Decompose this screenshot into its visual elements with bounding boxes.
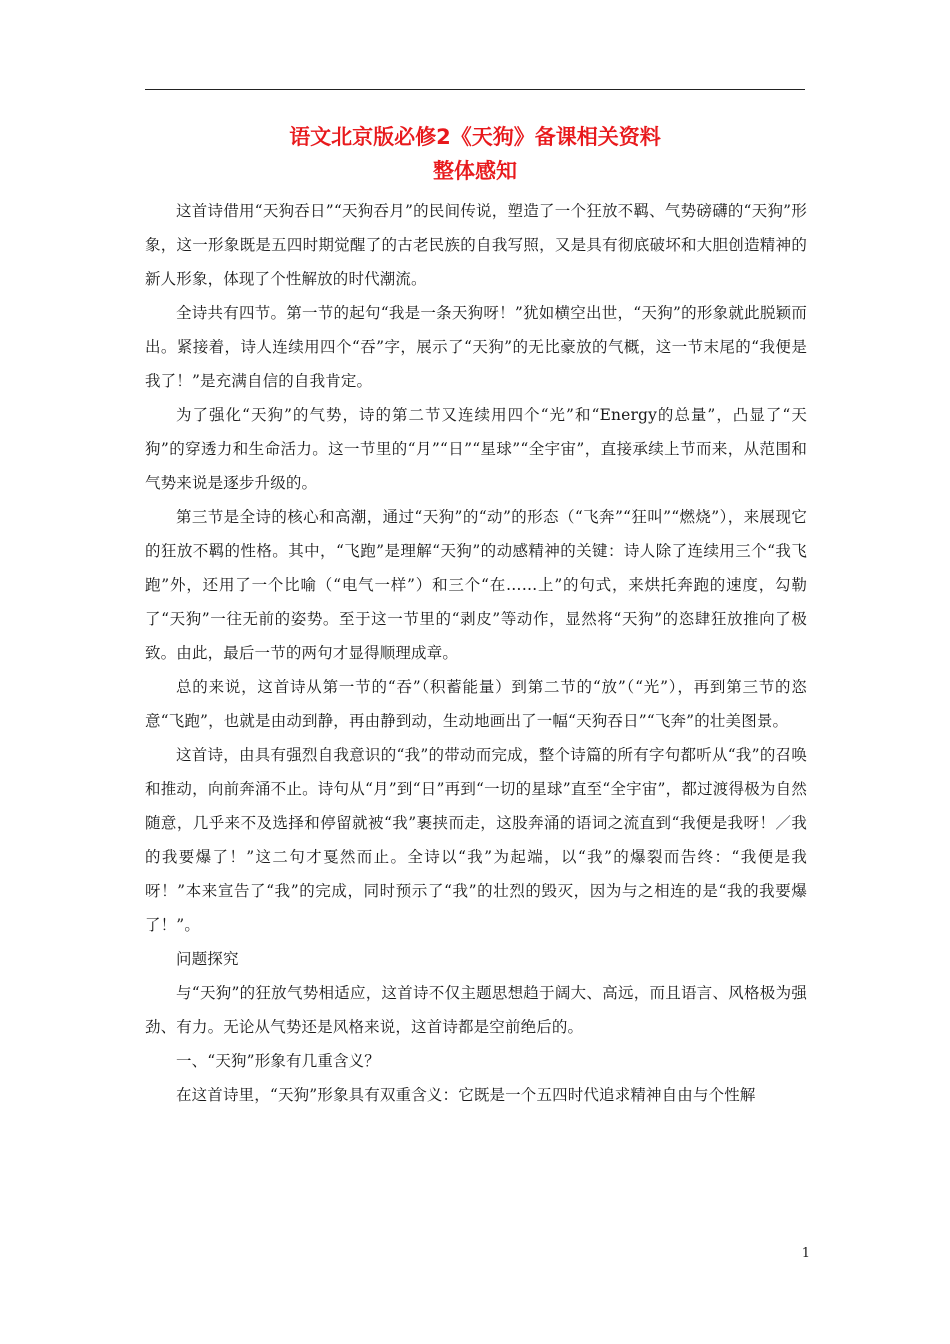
paragraph: 全诗共有四节。第一节的起句“我是一条天狗呀！”犹如横空出世，“天狗”的形象就此脱颖而出。紧接着，诗人连续用四个“吞”字，展示了“天狗”的无比豪放的气概，这一节末尾的“我便是我了！”是充满自信的自我肯定。 [145, 304, 807, 390]
section-label: 问题探究 [176, 950, 239, 968]
paragraph: 这首诗借用“天狗吞日”“天狗吞月”的民间传说，塑造了一个狂放不羁、气势磅礴的“天狗”形象，这一形象既是五四时期觉醒了的古老民族的自我写照，又是具有彻底破坏和大胆创造精神的新人形象，体现了个性解放的时代潮流。 [145, 202, 807, 288]
section-heading: 整体感知 [433, 159, 517, 183]
paragraph: 在这首诗里，“天狗”形象具有双重含义：它既是一个五四时代追求精神自由与个性解 [176, 1086, 756, 1104]
paragraph: 这首诗，由具有强烈自我意识的“我”的带动而完成，整个诗篇的所有字句都听从“我”的召唤和推动，向前奔涌不止。诗句从“月”到“日”再到“一切的星球”直至“全宇宙”，都过渡得极为自然随意，几乎来不及选择和停留就被“我”裹挟而走，这股奔涌的语词之流直到“我便是我呀！／我的我要爆了！”这二句才戛然而止。全诗以“我”为起端，以“我”的爆裂而告终：“我便是我呀！”本来宣告了“我”的完成，同时预示了“我”的壮烈的毁灭，因为与之相连的是“我的我要爆了！”。 [145, 746, 807, 934]
paragraph: 总的来说，这首诗从第一节的“吞”（积蓄能量）到第二节的“放”（“光”），再到第三节的恣意“飞跑”，也就是由动到静，再由静到动，生动地画出了一幅“天狗吞日”“飞奔”的壮美图景。 [145, 678, 807, 730]
paragraph: 与“天狗”的狂放气势相适应，这首诗不仅主题思想趋于阔大、高远，而且语言、风格极为强劲、有力。无论从气势还是风格来说，这首诗都是空前绝后的。 [145, 984, 807, 1036]
page-number: 1 [801, 1246, 810, 1261]
header-rule [145, 89, 805, 90]
document-title: 语文北京版必修2《天狗》备课相关资料 [289, 125, 661, 149]
paragraph: 为了强化“天狗”的气势，诗的第二节又连续用四个“光”和“Energy的总量”，凸显了“天狗”的穿透力和生命活力。这一节里的“月”“日”“星球”“全宇宙”，直接承续上节而来，从范围和气势来说是逐步升级的。 [145, 406, 807, 492]
question-heading: 一、“天狗”形象有几重含义？ [176, 1052, 380, 1070]
paragraph: 第三节是全诗的核心和高潮，通过“天狗”的“动”的形态（“飞奔”“狂叫”“燃烧”），来展现它的狂放不羁的性格。其中，“飞跑”是理解“天狗”的动感精神的关键：诗人除了连续用三个“我飞跑”外，还用了一个比喻（“电气一样”）和三个“在……上”的句式，来烘托奔跑的速度，勾勒了“天狗”一往无前的姿势。至于这一节里的“剥皮”等动作，显然将“天狗”的恣肆狂放推向了极致。由此，最后一节的两句才显得顺理成章。 [145, 508, 807, 662]
document-body [145, 194, 807, 1112]
